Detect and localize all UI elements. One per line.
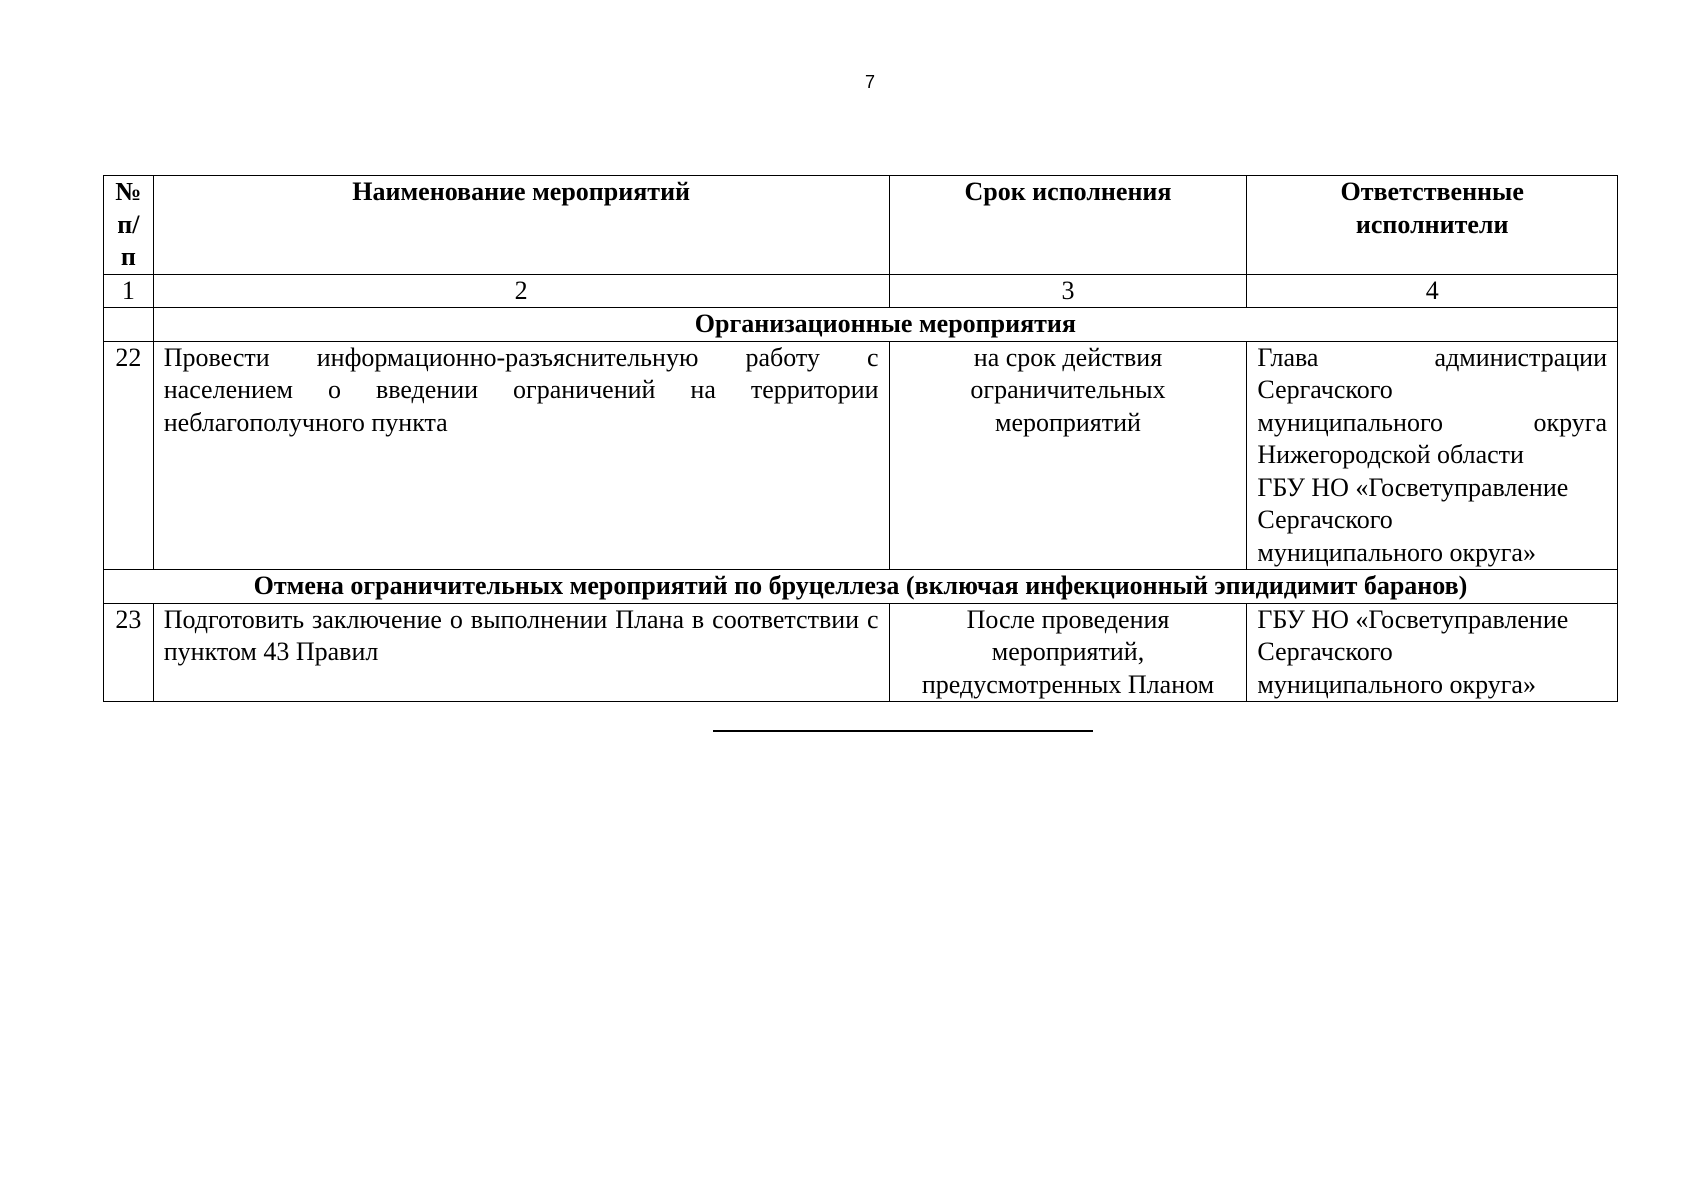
header-responsible [1247,176,1618,275]
section-title: Отмена ограничительных мероприятий по бруцеллеза (включая инфекционный эпидидимит баранов) [104,570,1618,604]
row-number: 23 [104,603,154,702]
header-num-line1: № [115,177,142,206]
column-number-1: 1 [104,274,154,308]
responsible-line: муниципального округа [1257,407,1607,437]
row-deadline [889,341,1247,570]
page-number: 7 [864,72,875,92]
header-num [104,176,154,275]
header-responsible-line1: Ответственные [1340,177,1524,206]
responsible-line: Глава администрации [1257,342,1607,372]
column-number-row [104,274,1618,308]
header-num-line2: п/п [117,209,140,271]
column-number-4: 4 [1247,274,1618,308]
responsible-line: Нижегородской области [1257,440,1524,469]
table-row [104,341,1618,570]
row-responsible [1247,341,1618,570]
section-row [104,570,1618,604]
section-title: Организационные мероприятия [153,308,1617,342]
row-action-name: Провести информационно-разъяснительную работу с населением о введении ограничений на территории неблагополучного пункта [153,341,889,570]
column-number-3: 3 [889,274,1247,308]
deadline-line: на срок действия [973,342,1163,372]
row-number: 22 [104,341,154,570]
responsible-line: Сергачского [1257,505,1393,534]
section-row [104,308,1618,342]
responsible-line: Сергачского [1257,637,1393,666]
row-action-name: Подготовить заключение о выполнении Плана в соответствии с пунктом 43 Правил [153,603,889,702]
section-empty-cell [104,308,154,342]
column-number-2: 2 [153,274,889,308]
responsible-line: Сергачского [1257,375,1393,404]
responsible-line: муниципального округа» [1257,537,1536,567]
deadline-line: мероприятий [994,407,1141,437]
row-responsible [1247,603,1618,702]
deadline-line: После проведения [966,604,1170,634]
responsible-line: муниципального округа» [1257,669,1536,699]
deadline-line: мероприятий, [991,637,1145,666]
deadline-line: ограничительных [970,375,1166,404]
responsible-line: ГБУ НО «Госветуправление [1257,604,1569,634]
end-rule-divider [713,730,1093,732]
responsible-line: ГБУ НО «Госветуправление [1257,472,1569,502]
header-name: Наименование мероприятий [153,176,889,275]
row-deadline [889,603,1247,702]
table-row [104,603,1618,702]
header-responsible-line2: исполнители [1355,209,1509,239]
table-header-row [104,176,1618,275]
deadline-line: предусмотренных Планом [921,669,1215,699]
header-deadline: Срок исполнения [889,176,1247,275]
action-plan-table [103,175,1618,702]
